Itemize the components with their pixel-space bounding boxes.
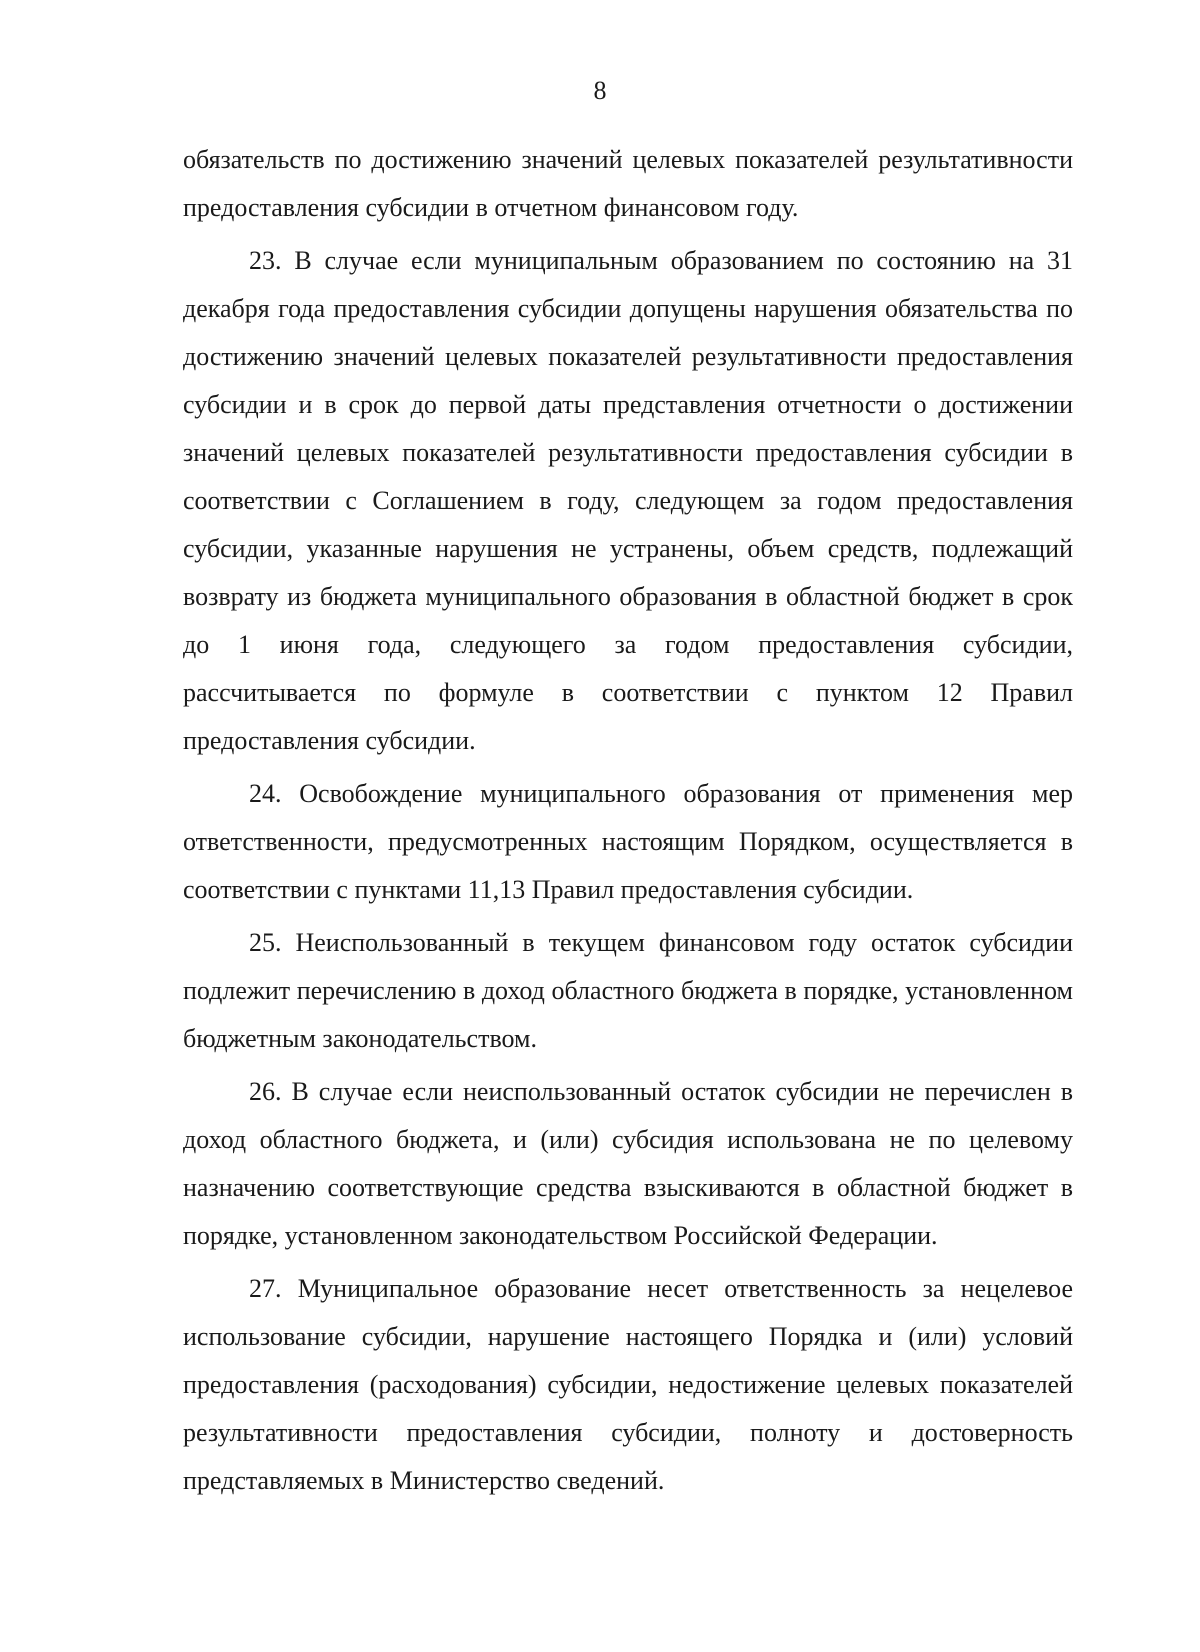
paragraph-23: 23. В случае если муниципальным образованием по состоянию на 31 декабря года предоставления субсидии допущены нарушения обязательства по достижению значений целевых показателей результативности предоставления субсидии и в срок до первой даты представления отчетности о достижении значений целевых показателей результативности предоставления субсидии в соответствии с Соглашением в году, следующем за годом предоставления субсидии, указанные нарушения не устранены, объем средств, подлежащий возврату из бюджета муниципального образования в областной бюджет в срок до 1 июня года, следующего за годом предоставления субсидии, рассчитывается по формуле в соответствии с пунктом 12 Правил предоставления субсидии.: [183, 246, 1073, 755]
paragraph-26: 26. В случае если неиспользованный остаток субсидии не перечислен в доход областного бюджета, и (или) субсидия использована не по целевому назначению соответствующие средства взыскиваются в областной бюджет в порядке, установленном законодательством Российской Федерации.: [183, 1077, 1073, 1250]
paragraph-continuation: обязательств по достижению значений целевых показателей результативности предоставления субсидии в отчетном финансовом году.: [183, 145, 1073, 222]
paragraph-25: 25. Неиспользованный в текущем финансовом году остаток субсидии подлежит перечислению в доход областного бюджета в порядке, установленном бюджетным законодательством.: [183, 928, 1073, 1053]
paragraph-24: 24. Освобождение муниципального образования от применения мер ответственности, предусмотренных настоящим Порядком, осуществляется в соответствии с пунктами 11,13 Правил предоставления субсидии.: [183, 779, 1073, 904]
document-body: [183, 136, 1073, 1505]
page-number: 8: [593, 76, 607, 105]
paragraph-27: 27. Муниципальное образование несет ответственность за нецелевое использование субсидии, нарушение настоящего Порядка и (или) условий предоставления (расходования) субсидии, недостижение целевых показателей результативности предоставления субсидии, полноту и достоверность представляемых в Министерство сведений.: [183, 1274, 1073, 1495]
